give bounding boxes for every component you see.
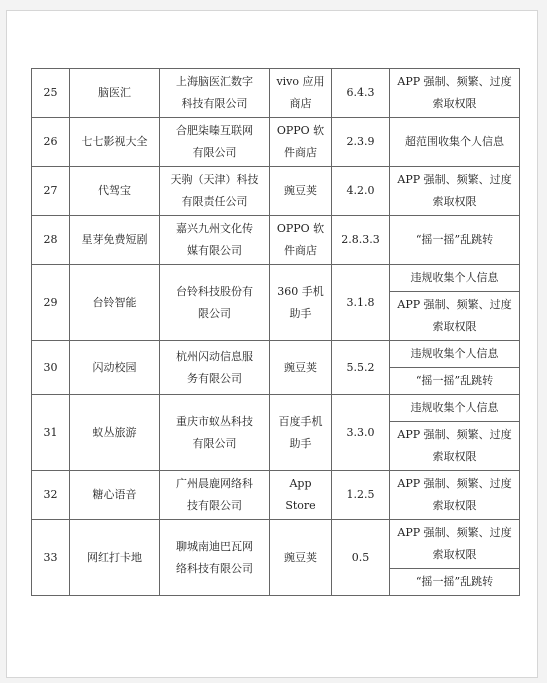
cell-text: 聊城南迪巴瓦网 [176,539,253,553]
cell-text: 合肥柒嗪互联网 [176,124,253,137]
cell-text: 32 [43,488,58,501]
developer-company [160,69,270,118]
cell-text: APP 强制、频繁、过度 [397,75,512,88]
app-store [270,395,332,471]
cell-text: 助手 [289,306,312,320]
cell-text: 索取权限 [432,499,477,512]
cell-text: 有限责任公司 [181,195,248,208]
cell-text: 26 [43,135,58,148]
cell-text: 广州晨鹿网络科 [176,477,253,490]
app-version [332,341,390,395]
developer-company [160,216,270,265]
cell-text: 务有限公司 [187,371,242,385]
issue-description [390,368,520,395]
cell-text: 索取权限 [432,97,477,110]
app-store [270,167,332,216]
cell-text: 百度手机 [278,414,323,428]
cell-text: 违规收集个人信息 [410,347,499,360]
app-store [270,69,332,118]
app-name [70,520,160,596]
cell-text: 4.2.0 [346,184,375,197]
cell-text: 星芽免费短剧 [81,233,148,246]
cell-text: 27 [43,184,58,197]
app-store [270,265,332,341]
cell-text: 索取权限 [432,195,477,208]
app-store [270,118,332,167]
table-row [32,167,520,216]
app-name [70,118,160,167]
cell-text: “摇一摇”乱跳转 [415,575,494,588]
cell-text: 索取权限 [432,320,477,333]
developer-company [160,118,270,167]
developer-company [160,265,270,341]
cell-text: “摇一摇”乱跳转 [415,233,494,246]
cell-text: 5.5.2 [346,360,375,374]
issue-description [390,118,520,167]
row-number [32,265,70,341]
app-store [270,216,332,265]
issue-description [390,422,520,471]
cell-text: 脑医汇 [98,86,131,99]
cell-text: APP 强制、频繁、过度 [397,428,512,441]
table-row [32,520,520,569]
row-number [32,395,70,471]
app-name [70,341,160,395]
table-body [32,69,520,596]
cell-text: OPPO 软 [276,222,325,235]
cell-text: APP 强制、频繁、过度 [397,477,512,490]
app-store [270,520,332,596]
issue-description [390,292,520,341]
issue-description [390,471,520,520]
cell-text: 31 [43,425,58,439]
app-version [332,216,390,265]
developer-company [160,395,270,471]
cell-text: 2.3.9 [346,135,375,148]
cell-text: “摇一摇”乱跳转 [415,374,494,387]
cell-text: 25 [43,86,58,99]
cell-text: 台铃科技股份有 [176,284,253,298]
cell-text: APP 强制、频繁、过度 [397,298,512,311]
app-store [270,471,332,520]
cell-text: 有限公司 [192,146,237,159]
table-row [32,216,520,265]
cell-text: 30 [43,360,58,374]
cell-text: 嘉兴九州文化传 [176,222,253,235]
cell-text: 上海脑医汇数字 [176,75,253,88]
cell-text: 限公司 [198,306,231,320]
cell-text: 0.5 [351,550,370,564]
cell-text: 29 [43,295,58,309]
cell-text: 28 [43,233,58,246]
app-version [332,471,390,520]
cell-text: APP 强制、频繁、过度 [397,526,512,539]
cell-text: 33 [43,550,58,564]
cell-text: 网红打卡地 [87,550,142,564]
app-name [70,69,160,118]
cell-text: 违规收集个人信息 [410,401,499,414]
cell-text: 络科技有限公司 [176,561,253,575]
cell-text: 360 手机 [277,284,324,298]
issue-description [390,69,520,118]
cell-text: 糖心语音 [92,488,137,501]
cell-text: 技有限公司 [187,499,242,512]
cell-text: 七七影视大全 [81,135,148,148]
cell-text: 违规收集个人信息 [410,271,499,284]
cell-text: 索取权限 [432,450,477,463]
issue-description [390,265,520,292]
app-name [70,471,160,520]
row-number [32,118,70,167]
issue-description [390,341,520,368]
developer-company [160,167,270,216]
app-version [332,167,390,216]
cell-text: 助手 [289,436,312,450]
row-number [32,471,70,520]
cell-text: 闪动校园 [92,360,137,374]
cell-text: OPPO 软 [276,124,325,137]
issue-description [390,569,520,596]
app-violation-table [31,68,520,596]
table-row [32,341,520,368]
cell-text: 件商店 [284,244,317,257]
cell-text: 索取权限 [432,548,477,561]
app-name [70,265,160,341]
row-number [32,520,70,596]
row-number [32,341,70,395]
issue-description [390,520,520,569]
developer-company [160,341,270,395]
table-row [32,69,520,118]
cell-text: 6.4.3 [346,86,375,99]
cell-text: 豌豆荚 [284,184,317,197]
app-version [332,265,390,341]
cell-text: 1.2.5 [346,488,375,501]
issue-description [390,167,520,216]
table-row [32,118,520,167]
app-store [270,341,332,395]
cell-text: 超范围收集个人信息 [405,135,504,148]
cell-text: 豌豆荚 [284,550,317,564]
app-version [332,520,390,596]
row-number [32,167,70,216]
developer-company [160,471,270,520]
app-version [332,395,390,471]
cell-text: App Store [285,477,316,512]
cell-text: 科技有限公司 [181,97,248,110]
cell-text: 豌豆荚 [284,360,317,374]
cell-text: 天驹（天津）科技 [170,173,259,186]
table-row [32,265,520,292]
developer-company [160,520,270,596]
issue-description [390,395,520,422]
row-number [32,216,70,265]
cell-text: 有限公司 [192,436,237,450]
cell-text: APP 强制、频繁、过度 [397,173,512,186]
cell-text: 蚁丛旅游 [92,425,137,439]
app-version [332,69,390,118]
cell-text: 2.8.3.3 [341,233,380,246]
app-version [332,118,390,167]
cell-text: 台铃智能 [92,295,137,309]
cell-text: 杭州闪动信息服 [176,349,253,363]
table-row [32,395,520,422]
app-name [70,216,160,265]
cell-text: 件商店 [284,146,317,159]
cell-text: 代驾宝 [98,184,131,197]
cell-text: 重庆市蚁丛科技 [176,414,253,428]
app-name [70,395,160,471]
issue-description [390,216,520,265]
cell-text: 3.1.8 [346,295,375,309]
cell-text: vivo 应用 [276,75,325,88]
table-row [32,471,520,520]
cell-text: 媒有限公司 [187,244,242,257]
cell-text: 商店 [289,97,312,110]
row-number [32,69,70,118]
document-page [6,10,538,678]
cell-text: 3.3.0 [346,425,375,439]
app-name [70,167,160,216]
